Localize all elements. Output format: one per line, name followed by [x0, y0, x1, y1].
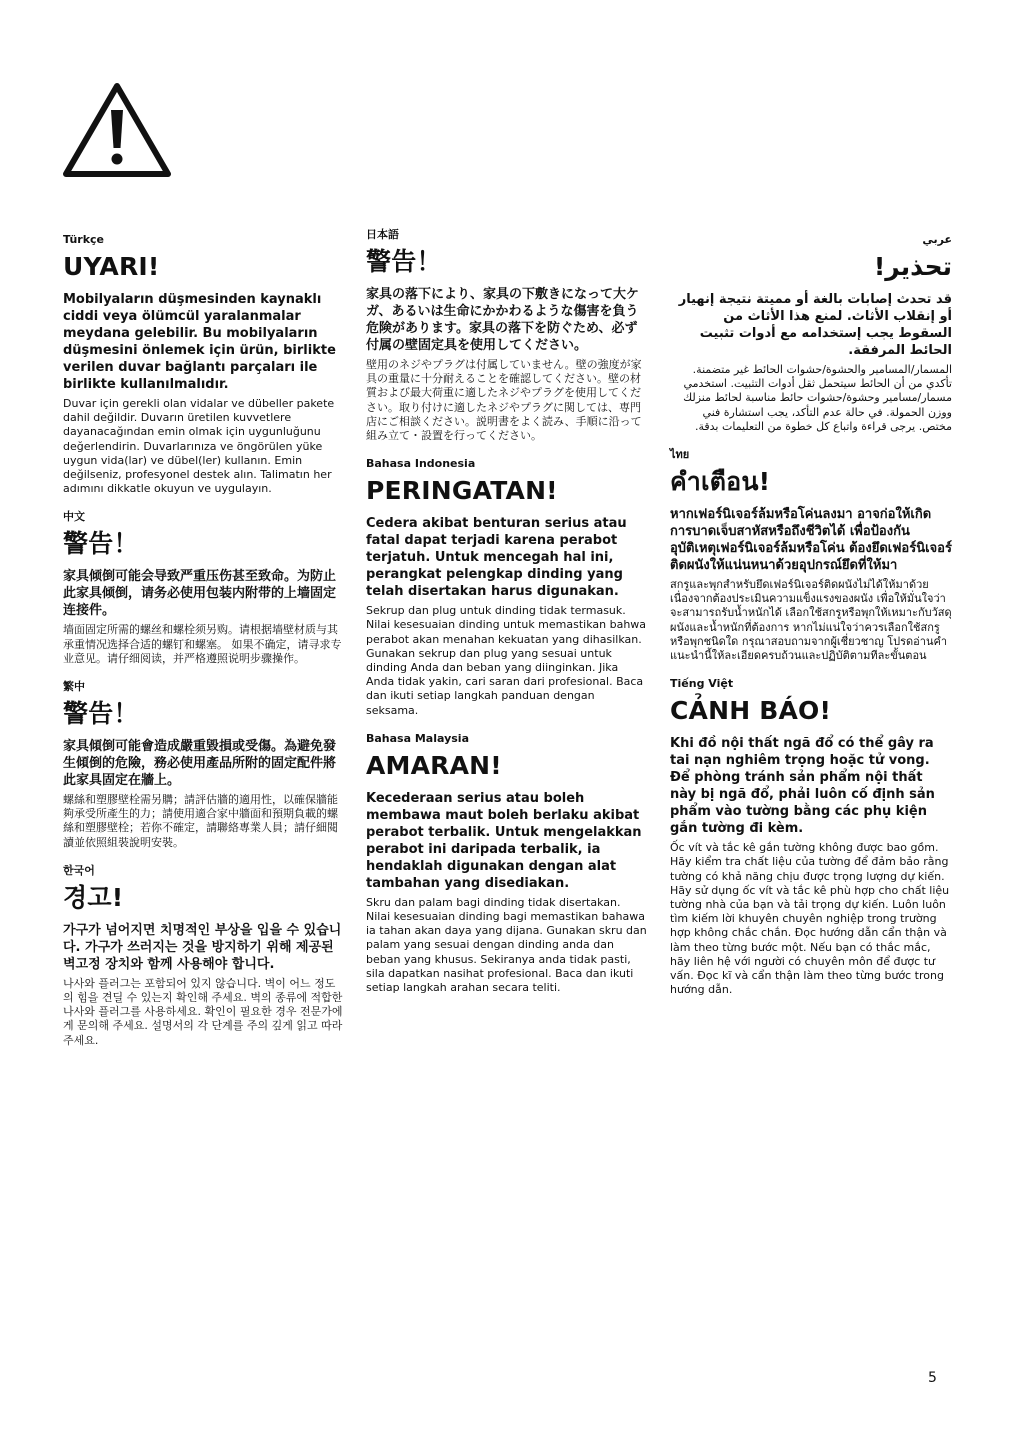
warning-lead: قد تحدث إصابات بالغة أو مميتة نتيجة إنهيار أو إنقلاب الأثاث. لمنع هذا الأثاث من السقوط يجب إستخدامه مع أدوات تثبيت الحائط المرفقة.	[678, 292, 952, 358]
warning-triangle-icon	[62, 82, 172, 178]
warning-lead: 家具の落下により、家具の下敷きになって大ケガ、あるいは生命にかかわるような傷害を負う危険があります。家具の落下を防ぐため、必ず付属の壁固定具を使用してください。	[366, 287, 640, 353]
warning-title: คำเตือน!	[670, 467, 771, 497]
language-label: Bahasa Indonesia	[366, 457, 476, 471]
section-indonesian	[366, 457, 648, 718]
warning-title: 警告！	[366, 247, 442, 276]
warning-title: PERINGATAN!	[366, 476, 558, 506]
warning-body: Sekrup dan plug untuk dinding tidak termasuk. Nilai kesesuaian dinding untuk memastikan bahwa perabot akan menahan kekuatan yang dihasilkan. Gunakan sekrup dan plug yang sesuai untuk dinding Anda dan beban yang diinginkan. Jika Anda tidak yakin, cari saran dari profesional. Baca dan ikuti setiap langkah panduan dengan seksama.	[366, 604, 647, 717]
warning-body: 나사와 플러그는 포함되어 있지 않습니다. 벽이 어느 정도의 힘을 견딜 수 있는지 확인해 주세요. 벽의 종류에 적합한 나사와 플러그를 사용하세요. 확인이 필요한 경우 전문가에게 문의해 주세요. 설명서의 각 단계를 주의 깊게 읽고 따라 주세요.	[63, 976, 343, 1047]
column-left	[63, 233, 343, 1062]
warning-body: Skru dan palam bagi dinding tidak disertakan. Nilai kesesuaian dinding bagi memastikan bahawa ia tahan akan daya yang dijana. Gunakan skru dan palam yang sesuai dengan dinding anda dan beban yang khusus. Sekiranya anda tidak pasti, sila dapatkan nasihat profesional. Baca dan ikuti setiap langkah arahan secara teliti.	[366, 895, 647, 995]
warning-lead: Khi đồ nội thất ngã đổ có thể gây ra tai nạn nghiêm trọng hoặc tử vong. Để phòng tránh sản phẩm nội thất này bị ngã đổ, phải luôn cố định sản phẩm vào tường bằng các phụ kiện gắn tường đi kèm.	[670, 736, 935, 837]
warning-lead: หากเฟอร์นิเจอร์ล้มหรือโค่นลงมา อาจก่อให้เกิดการบาดเจ็บสาหัสหรือถึงชีวิตได้ เพื่อป้องกันอุบัติเหตุเฟอร์นิเจอร์ล้มหรือโค่น ต้องยึดเฟอร์นิเจอร์ติดผนังให้แน่นหนาด้วยอุปกรณ์ยึดที่ให้มา	[670, 507, 952, 574]
column-right	[670, 233, 952, 1011]
language-label: Bahasa Malaysia	[366, 731, 469, 745]
warning-body: 壁用のネジやプラグは付属していません。壁の強度が家具の重量に十分耐えることを確認してください。壁の材質および最大荷重に適したネジやプラグを使用してください。取り付けに適したネジやプラグに関しては、専門店にご相談ください。説明書をよく読み、手順に沿って組み立て・設置を行ってください。	[366, 358, 642, 443]
language-label: عربي	[922, 233, 952, 246]
warning-body: 墙面固定所需的螺丝和螺栓须另购。请根据墙壁材质与其承重情况选择合适的螺钉和螺塞。 如果不确定，请寻求专业意见。请仔细阅读，并严格遵照说明步骤操作。	[63, 623, 342, 665]
section-turkish	[63, 233, 343, 496]
warning-body: Duvar için gerekli olan vidalar ve dübeller pakete dahil değildir. Duvarın üretilen kuvvetlere dayanacağından emin olmak için uygunluğunu değerlendirin. Duvarlarınıza ve öngörülen yüke uygun vida(lar) ve dübel(ler) kullanın. Emin değilseniz, profesyonel destek alın. Talimatın her adımını dikkatle okuyun ve uygulayın.	[63, 397, 335, 496]
warning-lead: Mobilyaların düşmesinden kaynaklı ciddi veya ölümcül yaralanmalar meydana gelebilir. Bu mobilyaların düşmesini önlemek için ürün, birlikte verilen duvar bağlantı parçaları ile birlikte kullanılmalıdır.	[63, 292, 336, 392]
warning-title: AMARAN!	[366, 750, 502, 780]
warning-body: 螺絲和塑膠壁栓需另購；請評估牆的適用性，以確保牆能夠承受所產生的力；請使用適合家中牆面和預期負載的螺絲和塑膠壁栓；若你不確定，請聯絡專業人員；請仔細閱讀並依照組裝說明安裝。	[63, 793, 338, 849]
warning-body: المسمار/المسامير والحشوة/حشوات الحائط غير متضمنة. تأكدي من أن الحائط سيتحمل ثقل أدوات التثبيت. استخدمي مسمار/مسامير وحشوة/حشوات حائط مناسبة لحائط منزلك ووزن الحمولة. في حالة عدم التأكد، يجب استشارة فني مختص. يرجى قراءة واتباع كل خطوة من التعليمات بدقة.	[683, 363, 952, 433]
column-middle	[366, 228, 648, 1009]
section-vietnamese	[670, 677, 952, 997]
language-label: 繁中	[63, 680, 85, 694]
section-thai	[670, 448, 952, 663]
language-label: 한국어	[63, 863, 95, 877]
warning-title: 警告！	[63, 529, 139, 559]
section-malay	[366, 732, 648, 995]
language-label: 中文	[63, 510, 85, 524]
warning-lead: 家具傾倒可能會造成嚴重毀損或受傷。為避免發生傾倒的危險，務必使用產品所附的固定配件將此家具固定在牆上。	[63, 739, 337, 789]
page-number: 5	[928, 1370, 937, 1386]
section-japanese	[366, 228, 648, 443]
language-label: Türkçe	[63, 233, 105, 246]
warning-lead: 가구가 넘어지면 치명적인 부상을 입을 수 있습니다. 가구가 쓰러지는 것을 방지하기 위해 제공된 벽고정 장치와 함께 사용해야 합니다.	[63, 922, 342, 972]
warning-title: 경고!	[63, 882, 124, 912]
language-label: 日本語	[366, 228, 399, 241]
section-traditional-chinese	[63, 680, 343, 850]
warning-lead: Kecederaan serius atau boleh membawa maut boleh berlaku akibat perabot terbalik. Untuk mengelakkan perabot ini daripada terbalik, ia hendaklah digunakan dengan alat tambahan yang disediakan.	[366, 790, 642, 891]
language-label: Tiếng Việt	[670, 677, 734, 691]
language-label: ไทย	[670, 448, 690, 462]
warning-lead: 家具倾倒可能会导致严重压伤甚至致命。为防止此家具倾倒，请务必使用包装内附带的上墙固定连接件。	[63, 569, 337, 619]
section-simplified-chinese	[63, 510, 343, 666]
section-arabic	[670, 233, 952, 434]
warning-body: สกรูและพุกสำหรับยึดเฟอร์นิเจอร์ติดผนังไม่ได้ให้มาด้วย เนื่องจากต้องประเมินความแข็งแรงของผนัง เพื่อให้มั่นใจว่าจะสามารถรับน้ำหนักได้ เลือกใช้สกรูหรือพุกให้เหมาะกับวัสดุผนังและน้ำหนักที่ต้องการ หากไม่แน่ใจว่าควรเลือกใช้สกรูหรือพุกชนิดใด กรุณาสอบถามจากผู้เชี่ยวชาญ โปรดอ่านคำแนะนำนี้ให้ละเอียดครบถ้วนและปฏิบัติตามทีละขั้นตอน	[670, 578, 952, 663]
warning-lead: Cedera akibat benturan serius atau fatal dapat terjadi karena perabot terjatuh. Untuk mencegah hal ini, perangkat pelengkap dinding yang telah disertakan harus digunakan.	[366, 516, 627, 600]
warning-title: تحذير!	[873, 252, 952, 281]
section-korean	[63, 864, 343, 1048]
warning-title: CẢNH BÁO!	[670, 696, 832, 726]
warning-title: 警告！	[63, 699, 139, 729]
warning-title: UYARI!	[63, 252, 160, 281]
warning-body: Ốc vít và tắc kê gắn tường không được bao gồm. Hãy kiểm tra chất liệu của tường để đảm bảo rằng tường có khả năng chịu được trọng lượng dự kiến. Hãy sử dụng ốc vít và tắc kê phù hợp cho chất liệu tường nhà của bạn và tải trọng dự kiến. Luôn luôn tìm kiếm lời khuyên chuyên nghiệp trong trường hợp không chắc chắn. Đọc hướng dẫn cẩn thận và làm theo từng bước một. Nếu bạn có thắc mắc, hãy liên hệ với người có chuyên môn để được tư vấn. Đọc kĩ và cẩn thận làm theo từng bước trong hướng dẫn.	[670, 841, 950, 997]
